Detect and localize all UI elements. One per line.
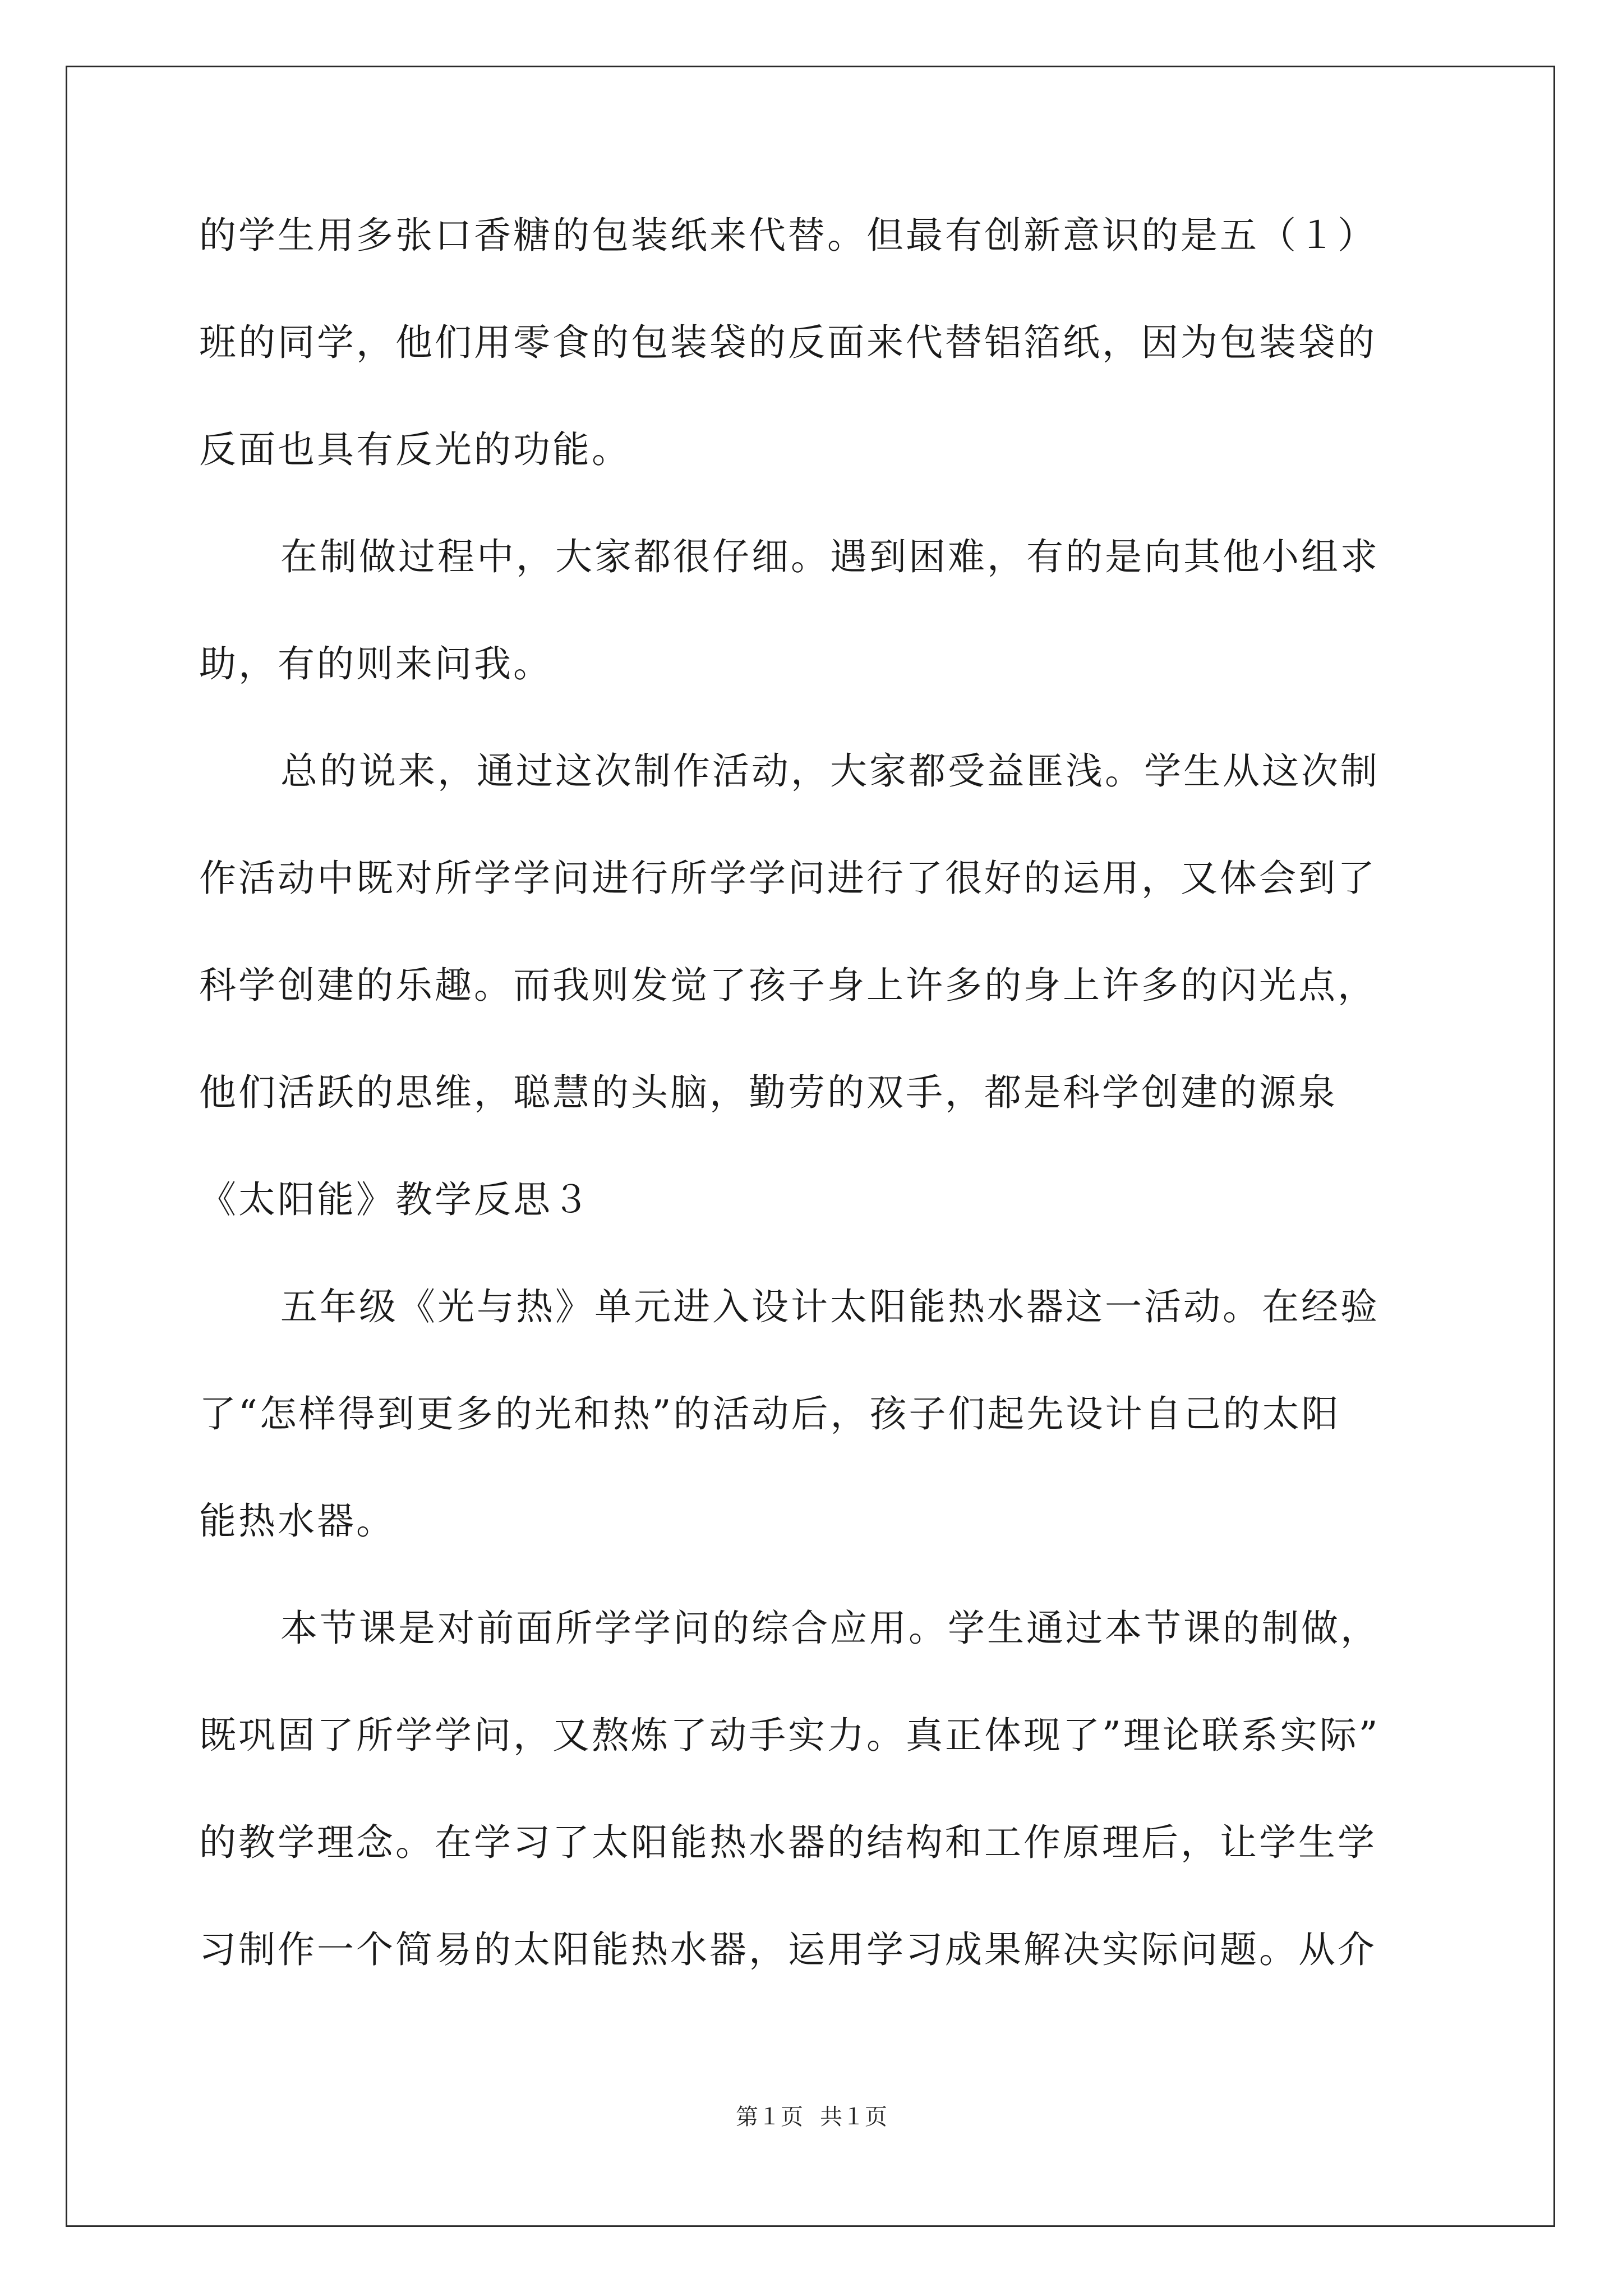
paragraph-start-line: 五年级《光与热》单元进入设计太阳能热水器这一活动。在经验 [280, 1285, 1380, 1328]
text-line: 反面也具有反光的功能。 [199, 428, 631, 471]
text-line: 的学生用多张口香糖的包装纸来代替。但最有创新意识的是五（１） [199, 214, 1377, 257]
paragraph-start-line: 本节课是对前面所学学问的综合应用。学生通过本节课的制做， [280, 1607, 1380, 1650]
text-line: 科学创建的乐趣。而我则发觉了孩子身上许多的身上许多的闪光点， [199, 964, 1377, 1007]
paragraph-start-line: 在制做过程中，大家都很仔细。遇到困难，有的是向其他小组求 [280, 535, 1380, 578]
text-line: 他们活跃的思维，聪慧的头脑，勤劳的双手，都是科学创建的源泉 [199, 1071, 1338, 1114]
text-line: 助，有的则来问我。 [199, 642, 552, 685]
text-line: 既巩固了所学学问，又熬炼了动手实力。真正体现了”理论联系实际” [199, 1714, 1380, 1757]
paragraph-start-line: 总的说来，通过这次制作活动，大家都受益匪浅。学生从这次制 [280, 749, 1380, 793]
page-footer [0, 2099, 1623, 2131]
document-body [199, 205, 1433, 2026]
text-line: 习制作一个简易的太阳能热水器，运用学习成果解决实际问题。从介 [199, 1928, 1377, 1971]
text-line: 了“怎样得到更多的光和热”的活动后，孩子们起先设计自己的太阳 [199, 1392, 1341, 1435]
page-number-total: 共１页 [820, 2104, 887, 2129]
page-number-current: 第１页 [736, 2104, 803, 2129]
text-line: 的教学理念。在学习了太阳能热水器的结构和工作原理后，让学生学 [199, 1821, 1377, 1864]
text-line: 能热水器。 [199, 1499, 395, 1543]
text-line: 作活动中既对所学学问进行所学学问进行了很好的运用，又体会到了 [199, 857, 1377, 900]
text-line: 班的同学，他们用零食的包装袋的反面来代替铝箔纸，因为包装袋的 [199, 321, 1377, 364]
section-heading: 《太阳能》教学反思３ [199, 1178, 592, 1221]
